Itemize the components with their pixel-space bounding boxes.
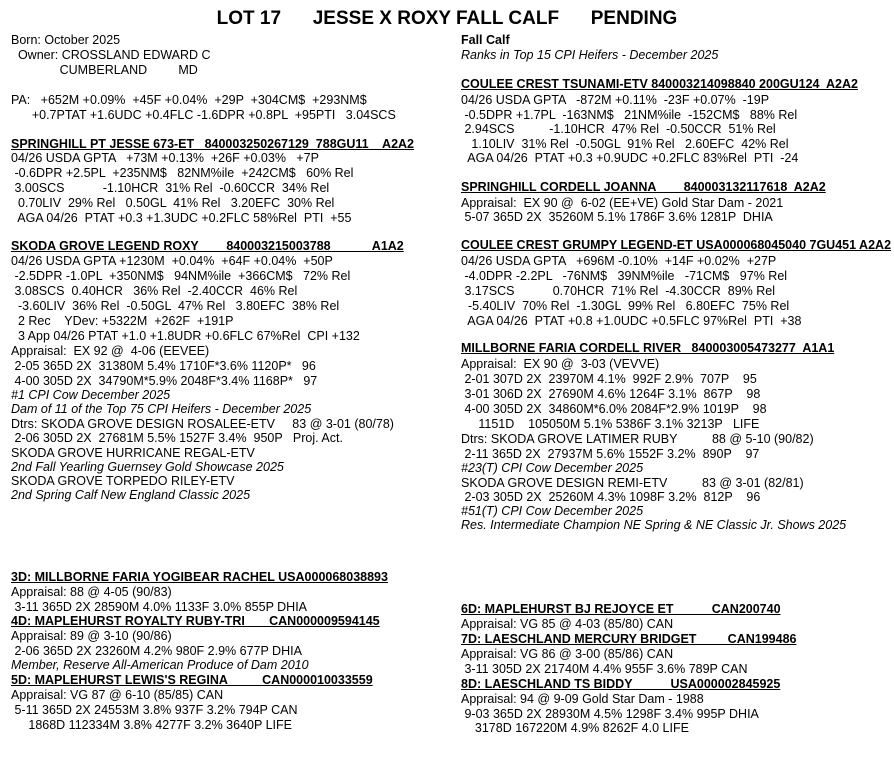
left-line: 2nd Spring Calf New England Classic 2025 [11,488,251,502]
right-line: Appraisal: 94 @ 9-09 Gold Star Dam - 1988 [461,692,704,706]
left-line: 2-06 365D 2X 23260M 4.2% 980F 2.9% 677P DHIA [11,644,302,658]
left-line: Member, Reserve All-American Produce of Dam 2010 [11,658,309,672]
left-line: 2-05 365D 2X 31380M 5.4% 1710F*3.6% 1120P* 96 [11,359,316,373]
right-column [461,0,891,764]
right-line: 3-01 306D 2X 27690M 4.6% 1264F 3.1% 867P 98 [461,387,761,401]
left-line: 3 App 04/26 PTAT +1.0 +1.8UDR +0.6FLC 67%Rel CPI +132 [11,329,360,343]
right-line: 2.94SCS -1.10HCR 47% Rel -0.50CCR 51% Rel [461,122,776,136]
right-line: 2-01 307D 2X 23970M 4.1% 992F 2.9% 707P 95 [461,372,757,386]
left-line: 0.70LIV 29% Rel 0.50GL 41% Rel 3.20EFC 30% Rel [11,196,335,210]
left-line: Owner: CROSSLAND EDWARD C [11,48,211,62]
left-line: 3.00SCS -1.10HCR 31% Rel -0.60CCR 34% Rel [11,181,330,195]
left-line: -3.60LIV 36% Rel -0.50GL 47% Rel 3.80EFC 38% Rel [11,299,340,313]
left-line: 2nd Fall Yearling Guernsey Gold Showcase 2025 [11,460,284,474]
right-line: 5-07 365D 2X 35260M 5.1% 1786F 3.6% 1281P DHIA [461,210,773,224]
right-line: 3178D 167220M 4.9% 8262F 4.0 LIFE [461,721,689,735]
right-line: 1.10LIV 31% Rel -0.50GL 91% Rel 2.60EFC 42% Rel [461,137,789,151]
right-line: 6D: MAPLEHURST BJ REJOYCE ET CAN200740 [461,602,781,616]
left-line: 1868D 112334M 3.8% 4277F 3.2% 3640P LIFE [11,718,292,732]
left-line: 2-06 305D 2X 27681M 5.5% 1527F 3.4% 950P Proj. Act. [11,431,343,445]
right-line: Ranks in Top 15 CPI Heifers - December 2025 [461,48,719,62]
right-line: AGA 04/26 PTAT +0.3 +0.9UDC +0.2FLC 83%Rel PTI -24 [461,151,799,165]
left-line: -2.5DPR -1.0PL +350NM$ 94NM%ile +366CM$ 72% Rel [11,269,351,283]
left-line: 4D: MAPLEHURST ROYALTY RUBY-TRI CAN000009594145 [11,614,380,628]
right-line: 9-03 365D 2X 28930M 4.5% 1298F 3.4% 995P DHIA [461,707,759,721]
left-line: 04/26 USDA GPTA +73M +0.13% +26F +0.03% +7P [11,151,319,165]
right-line: Appraisal: EX 90 @ 3-03 (VEVVE) [461,357,660,371]
left-line: SKODA GROVE HURRICANE REGAL-ETV [11,446,255,460]
right-line: 04/26 USDA GPTA -872M +0.11% -23F +0.07% -19P [461,93,770,107]
right-line: Appraisal: EX 90 @ 6-02 (EE+VE) Gold Star Dam - 2021 [461,196,784,210]
right-line: -4.0DPR -2.2PL -76NM$ 39NM%ile -71CM$ 97% Rel [461,269,788,283]
left-line: 3-11 365D 2X 28590M 4.0% 1133F 3.0% 855P DHIA [11,600,308,614]
left-line: Appraisal: VG 87 @ 6-10 (85/85) CAN [11,688,224,702]
left-line: Appraisal: 89 @ 3-10 (90/86) [11,629,172,643]
right-line: Dtrs: SKODA GROVE LATIMER RUBY 88 @ 5-10 (90/82) [461,432,814,446]
right-line: MILLBORNE FARIA CORDELL RIVER 840003005473277 A1A1 [461,341,835,355]
right-line: COULEE CREST TSUNAMI-ETV 840003214098840 200GU124 A2A2 [461,77,858,91]
left-line: AGA 04/26 PTAT +0.3 +1.3UDC +0.2FLC 58%Rel PTI +55 [11,211,352,225]
right-line: Appraisal: VG 85 @ 4-03 (85/80) CAN [461,617,674,631]
left-line: Appraisal: EX 92 @ 4-06 (EEVEE) [11,344,210,358]
left-line: PA: +652M +0.09% +45F +0.04% +29P +304CM$ +293NM$ [11,93,367,107]
left-line: +0.7PTAT +1.6UDC +0.4FLC -1.6DPR +0.8PL +95PTI 3.04SCS [11,108,396,122]
right-line: 2-03 305D 2X 25260M 4.3% 1098F 3.2% 812P 96 [461,490,761,504]
right-line: 04/26 USDA GPTA +696M -0.10% +14F +0.02% +27P [461,254,777,268]
right-line: #23(T) CPI Cow December 2025 [461,461,644,475]
left-line: Dtrs: SKODA GROVE DESIGN ROSALEE-ETV 83 @ 3-01 (80/78) [11,417,394,431]
left-line: Born: October 2025 [11,33,121,47]
right-line: 7D: LAESCHLAND MERCURY BRIDGET CAN199486 [461,632,797,646]
left-line: SKODA GROVE TORPEDO RILEY-ETV [11,474,235,488]
right-line: -5.40LIV 70% Rel -1.30GL 99% Rel 6.80EFC 75% Rel [461,299,790,313]
left-line: CUMBERLAND MD [11,63,198,77]
left-line: SKODA GROVE LEGEND ROXY 840003215003788 A1A2 [11,239,404,253]
lot-title: LOT 17 JESSE X ROXY FALL CALF PENDING [216,8,678,29]
right-line: Appraisal: VG 86 @ 3-00 (85/86) CAN [461,647,674,661]
right-line: Fall Calf [461,33,510,47]
left-line: Dam of 11 of the Top 75 CPI Heifers - December 2025 [11,402,312,416]
left-line: 4-00 305D 2X 34790M*5.9% 2048F*3.4% 1168P* 97 [11,374,318,388]
left-line: Appraisal: 88 @ 4-05 (90/83) [11,585,172,599]
right-line: #51(T) CPI Cow December 2025 [461,504,644,518]
left-line: #1 CPI Cow December 2025 [11,388,171,402]
left-column [11,0,451,764]
left-line: 04/26 USDA GPTA +1230M +0.04% +64F +0.04% +50P [11,254,333,268]
right-line: 1151D 105050M 5.1% 5386F 3.1% 3213P LIFE [461,417,760,431]
right-line: SKODA GROVE DESIGN REMI-ETV 83 @ 3-01 (82/81) [461,476,804,490]
left-line: -0.6DPR +2.5PL +235NM$ 82NM%ile +242CM$ 60% Rel [11,166,354,180]
left-line: SPRINGHILL PT JESSE 673-ET 840003250267129 788GU11 A2A2 [11,137,415,151]
right-line: 4-00 305D 2X 34860M*6.0% 2084F*2.9% 1019P 98 [461,402,767,416]
right-line: 3.17SCS 0.70HCR 71% Rel -4.30CCR 89% Rel [461,284,776,298]
right-line: -0.5DPR +1.7PL -163NM$ 21NM%ile -152CM$ 88% Rel [461,108,798,122]
right-line: 8D: LAESCHLAND TS BIDDY USA000002845925 [461,677,781,691]
right-line: 3-11 305D 2X 21740M 4.4% 955F 3.6% 789P CAN [461,662,748,676]
left-line: 2 Rec YDev: +5322M +262F +191P [11,314,234,328]
right-line: Res. Intermediate Champion NE Spring & NE Classic Jr. Shows 2025 [461,518,847,532]
left-line: 3.08SCS 0.40HCR 36% Rel -2.40CCR 46% Rel [11,284,298,298]
right-line: COULEE CREST GRUMPY LEGEND-ET USA000068045040 7GU451 A2A2 [461,238,892,252]
right-line: SPRINGHILL CORDELL JOANNA 840003132117618 A2A2 [461,180,826,194]
right-line: 2-11 365D 2X 27937M 5.6% 1552F 3.2% 890P 97 [461,447,760,461]
left-line: 3D: MILLBORNE FARIA YOGIBEAR RACHEL USA000068038893 [11,570,388,584]
left-line: 5D: MAPLEHURST LEWIS'S REGINA CAN000010033559 [11,673,373,687]
right-line: AGA 04/26 PTAT +0.8 +1.0UDC +0.5FLC 97%Rel PTI +38 [461,314,802,328]
left-line: 5-11 365D 2X 24553M 3.8% 937F 3.2% 794P CAN [11,703,298,717]
